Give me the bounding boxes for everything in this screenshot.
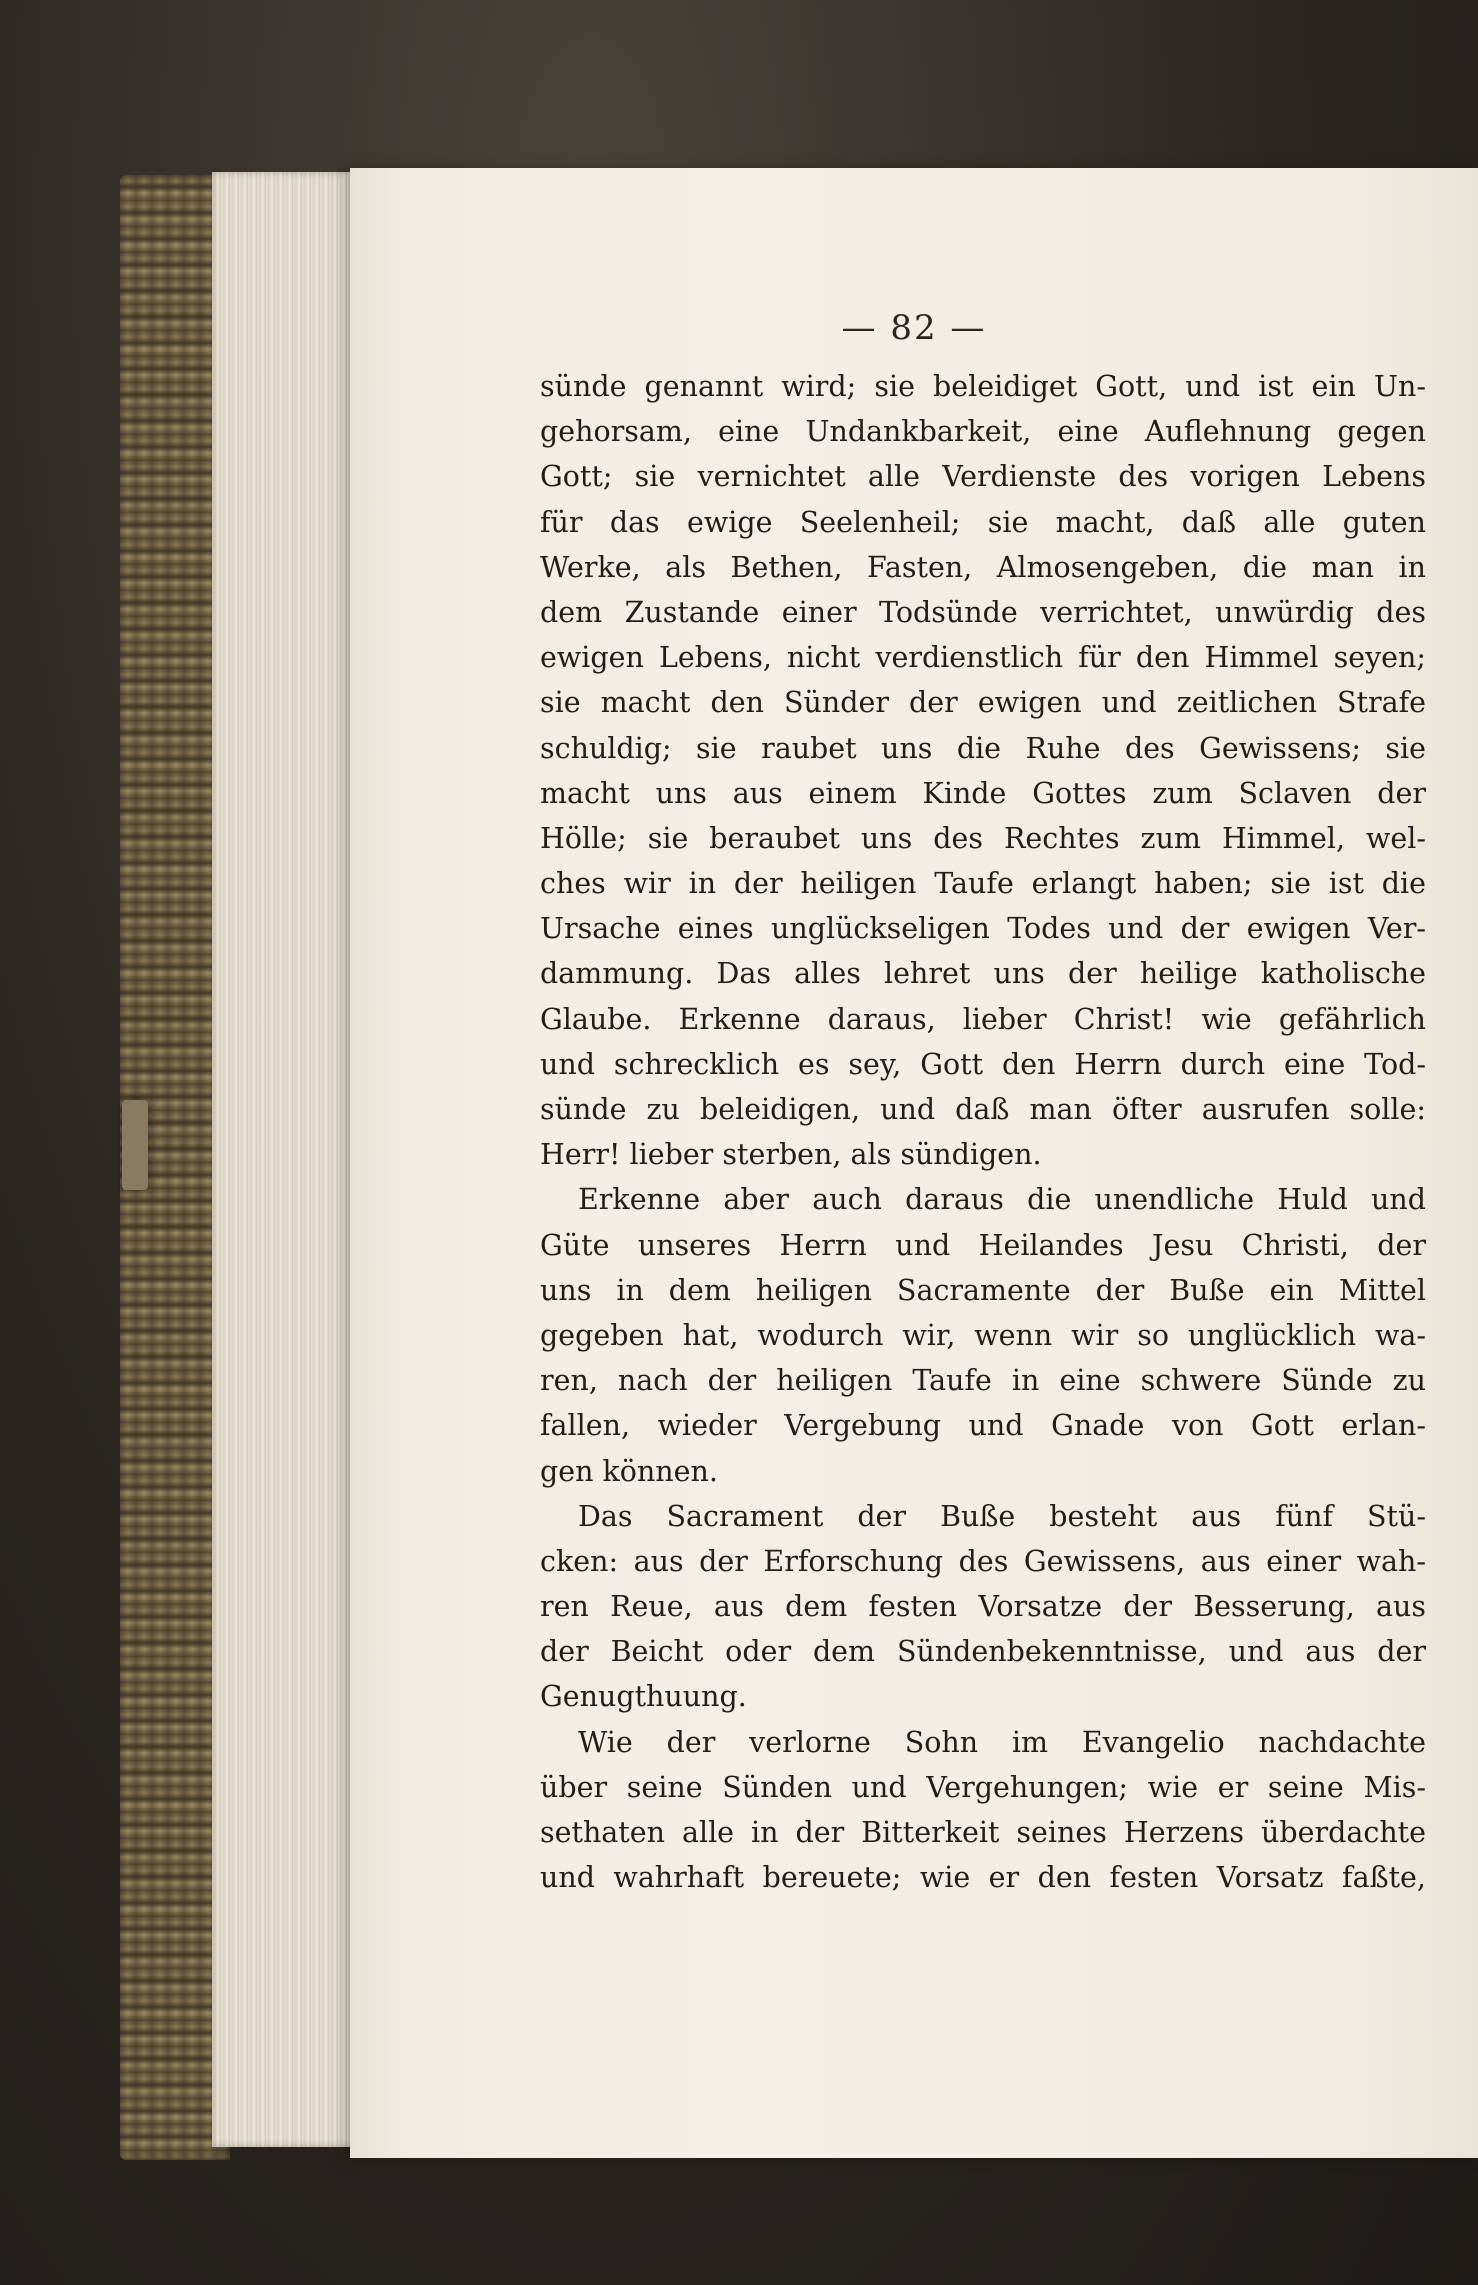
text-line: über seine Sünden und Vergehungen; wie er seine Mis- xyxy=(540,1770,1426,1804)
text-line: sethaten alle in der Bitterkeit seines Herzens überdachte xyxy=(540,1816,1426,1849)
text-line: Hölle; sie beraubet uns des Rechtes zum Himmel, wel- xyxy=(540,821,1426,855)
page-number: — 82 — xyxy=(841,308,987,348)
book-clasp xyxy=(122,1100,148,1190)
page-edges xyxy=(212,172,362,2147)
text-line: Werke, als Bethen, Fasten, Almosengeben, die man in xyxy=(540,550,1426,584)
text-line: ches wir in der heiligen Taufe erlangt haben; sie ist die xyxy=(540,867,1426,901)
paragraph xyxy=(540,1177,1426,1493)
text-line: schuldig; sie raubet uns die Ruhe des Gewissens; sie xyxy=(540,731,1426,765)
text-line: ren, nach der heiligen Taufe in eine schwere Sünde zu xyxy=(540,1364,1426,1398)
text-line: Glaube. Erkenne daraus, lieber Christ! wie gefährlich xyxy=(540,1002,1426,1036)
paragraph xyxy=(540,1494,1426,1720)
text-line: Gott; sie vernichtet alle Verdienste des vorigen Lebens xyxy=(540,460,1426,494)
text-line: gehorsam, eine Undankbarkeit, eine Auflehnung gegen xyxy=(540,415,1426,449)
text-line: Erkenne aber auch daraus die unendliche Huld und xyxy=(578,1183,1426,1217)
text-line: Das Sacrament der Buße besteht aus fünf Stü- xyxy=(578,1499,1426,1533)
text-line: und schrecklich es sey, Gott den Herrn durch eine Tod- xyxy=(540,1047,1426,1081)
text-line: gen können. xyxy=(540,1454,718,1488)
text-line: für das ewige Seelenheil; sie macht, daß alle guten xyxy=(540,505,1426,539)
paragraph xyxy=(540,1720,1426,1901)
text-line: gegeben hat, wodurch wir, wenn wir so unglücklich wa- xyxy=(540,1318,1426,1352)
text-line: Wie der verlorne Sohn im Evangelio nachdachte xyxy=(578,1725,1426,1759)
book-page xyxy=(350,168,1478,2158)
text-line: Ursache eines unglückseligen Todes und der ewigen Ver- xyxy=(540,912,1426,946)
text-line: dem Zustande einer Todsünde verrichtet, unwürdig des xyxy=(540,595,1426,629)
text-line: dammung. Das alles lehret uns der heilige katholische xyxy=(540,957,1426,991)
text-line: und wahrhaft bereuete; wie er den festen Vorsatz faßte, xyxy=(540,1861,1426,1895)
text-line: Herr! lieber sterben, als sündigen. xyxy=(540,1138,1042,1172)
text-line: sünde zu beleidigen, und daß man öfter ausrufen solle: xyxy=(540,1093,1426,1126)
text-line: Güte unseres Herrn und Heilandes Jesu Christi, der xyxy=(540,1228,1426,1262)
text-line: der Beicht oder dem Sündenbekenntnisse, und aus der xyxy=(540,1635,1426,1669)
text-line: fallen, wieder Vergebung und Gnade von Gott erlan- xyxy=(540,1409,1426,1443)
page-text xyxy=(540,364,1426,1900)
text-line: uns in dem heiligen Sacramente der Buße ein Mittel xyxy=(540,1273,1426,1307)
text-line: ren Reue, aus dem festen Vorsatze der Besserung, aus xyxy=(540,1590,1426,1624)
text-line: ewigen Lebens, nicht verdienstlich für den Himmel seyen; xyxy=(540,641,1426,675)
text-line: cken: aus der Erforschung des Gewissens, aus einer wah- xyxy=(540,1544,1426,1578)
text-line: Genugthuung. xyxy=(540,1680,747,1714)
text-line: sünde genannt wird; sie beleidiget Gott, und ist ein Un- xyxy=(540,370,1426,403)
paragraph xyxy=(540,364,1426,1177)
text-line: sie macht den Sünder der ewigen und zeitlichen Strafe xyxy=(540,686,1426,720)
text-line: macht uns aus einem Kinde Gottes zum Sclaven der xyxy=(540,776,1426,810)
